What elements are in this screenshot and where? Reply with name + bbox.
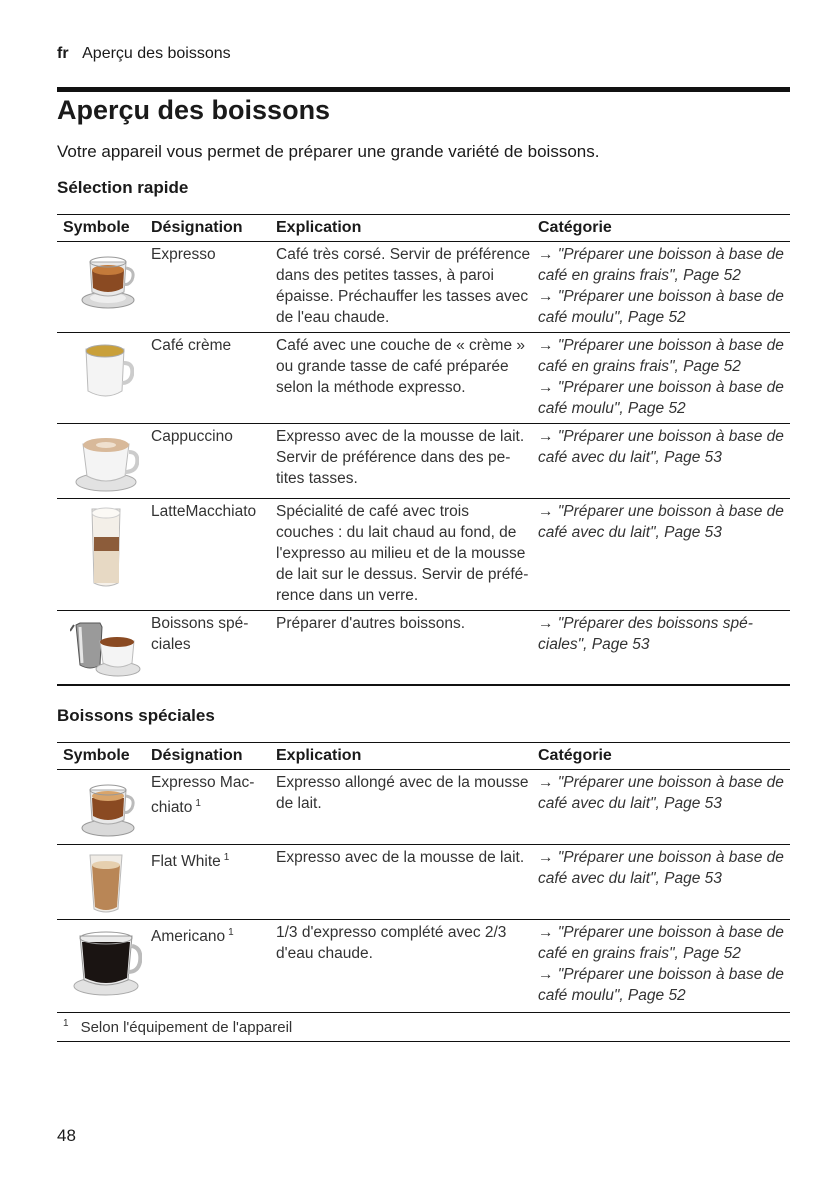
page-title: Aperçu des boissons bbox=[57, 95, 331, 125]
cross-reference-link[interactable]: → "Préparer une boisson à base de bbox=[538, 503, 784, 520]
quick-selection-table bbox=[57, 214, 790, 686]
categorie: → "Préparer une boisson à base de café avec du lait", Page 53 bbox=[538, 424, 790, 498]
language-code: fr bbox=[57, 45, 69, 62]
explication: 1/3 d'expresso complété avec 2/3 d'eau chaude. bbox=[276, 924, 507, 962]
flat-white-glass-icon bbox=[57, 845, 149, 919]
col-designation: Désignation bbox=[151, 747, 243, 764]
table-row bbox=[57, 611, 790, 686]
page-number: 48 bbox=[57, 1126, 76, 1145]
designation: Americano $^1$ bbox=[151, 927, 234, 946]
footnote bbox=[57, 1014, 790, 1042]
explication: Spécialité de café avec trois couches : du lait chaud au fond, de l'expresso au milieu et de la mousse de lait sur le dessus. Servir de préfé- rence dans un verre. bbox=[276, 503, 529, 604]
col-explication: Explication bbox=[276, 747, 362, 764]
special-drinks-table bbox=[57, 742, 790, 1013]
explication: Expresso avec de la mousse de lait. bbox=[276, 849, 525, 866]
footnote-marker: 1 bbox=[63, 1018, 69, 1029]
cross-reference-link[interactable]: → "Préparer une boisson à base de bbox=[538, 288, 784, 305]
footnote-marker: 1 bbox=[223, 852, 230, 863]
designation: Expresso Mac- chiato $^1$ bbox=[151, 774, 255, 817]
cappuccino-cup-icon bbox=[57, 424, 149, 498]
explication: Café très corsé. Servir de préférence dans des petites tasses, à paroi épaisse. Préchauffer les tasses avec de l'eau chaude. bbox=[276, 246, 531, 326]
categorie: → "Préparer une boisson à base de café avec du lait", Page 53 bbox=[538, 770, 790, 844]
cross-reference-link[interactable]: → "Préparer une boisson à base de bbox=[538, 774, 784, 791]
table-header bbox=[57, 742, 790, 770]
espresso-cup-icon bbox=[57, 242, 149, 332]
title-rule bbox=[57, 87, 790, 92]
table-header bbox=[57, 214, 790, 242]
cross-reference-link[interactable]: → "Préparer une boisson à base de bbox=[538, 966, 784, 983]
categorie: → "Préparer une boisson à base de café en grains frais", Page 52 → "Préparer une boisson à base de café moulu", Page 52 bbox=[538, 920, 790, 1012]
categorie: → "Préparer une boisson à base de café avec du lait", Page 53 bbox=[538, 499, 790, 610]
footnote-text: Selon l'équipement de l'appareil bbox=[80, 1019, 293, 1036]
categorie: → "Préparer une boisson à base de café en grains frais", Page 52 → "Préparer une boisson à base de café moulu", Page 52 bbox=[538, 242, 790, 332]
col-categorie: Catégorie bbox=[538, 747, 612, 764]
table-row bbox=[57, 845, 790, 920]
explication: Expresso allongé avec de la mousse de lait. bbox=[276, 774, 529, 812]
running-header bbox=[57, 45, 231, 63]
americano-cup-icon bbox=[57, 920, 149, 1012]
running-header-title: Aperçu des boissons bbox=[82, 45, 231, 62]
designation: Cappuccino bbox=[151, 428, 233, 445]
cross-reference-link[interactable]: → "Préparer une boisson à base de bbox=[538, 924, 784, 941]
cross-reference-link[interactable]: → "Préparer une boisson à base de bbox=[538, 246, 784, 263]
col-symbole: Symbole bbox=[63, 219, 130, 236]
designation: Expresso bbox=[151, 246, 216, 263]
cross-reference-link[interactable]: → "Préparer une boisson à base de bbox=[538, 379, 784, 396]
footnote-marker: 1 bbox=[228, 927, 234, 938]
espresso-macchiato-cup-icon bbox=[57, 770, 149, 844]
col-categorie: Catégorie bbox=[538, 219, 612, 236]
coffee-cream-cup-icon bbox=[57, 333, 149, 423]
table-row bbox=[57, 499, 790, 611]
cross-reference-link[interactable]: → "Préparer des boissons spé- bbox=[538, 615, 753, 632]
designation: Café crème bbox=[151, 337, 232, 354]
special-drinks-icon bbox=[57, 611, 149, 684]
explication: Café avec une couche de « crème » ou grande tasse de café préparée selon la méthode expresso. bbox=[276, 337, 526, 396]
table-row bbox=[57, 424, 790, 499]
cross-reference-link[interactable]: → "Préparer une boisson à base de bbox=[538, 428, 784, 445]
col-designation: Désignation bbox=[151, 219, 243, 236]
table-row bbox=[57, 242, 790, 333]
table-row bbox=[57, 770, 790, 845]
col-explication: Explication bbox=[276, 219, 362, 236]
categorie: → "Préparer une boisson à base de café en grains frais", Page 52 → "Préparer une boisson à base de café moulu", Page 52 bbox=[538, 333, 790, 423]
designation: LatteMacchiato bbox=[151, 503, 257, 520]
explication: Préparer d'autres boissons. bbox=[276, 615, 466, 632]
explication: Expresso avec de la mousse de lait. Servir de préférence dans des pe- tites tasses. bbox=[276, 428, 525, 487]
latte-macchiato-glass-icon bbox=[57, 499, 149, 610]
footnote-marker: 1 bbox=[195, 798, 201, 809]
intro-text: Votre appareil vous permet de préparer une grande variété de boissons. bbox=[57, 142, 600, 161]
table-row bbox=[57, 333, 790, 424]
section-title-special: Boissons spéciales bbox=[57, 706, 215, 725]
col-symbole: Symbole bbox=[63, 747, 130, 764]
table-row bbox=[57, 920, 790, 1013]
cross-reference-link[interactable]: → "Préparer une boisson à base de bbox=[538, 849, 784, 866]
cross-reference-link[interactable]: → "Préparer une boisson à base de bbox=[538, 337, 784, 354]
section-title-quick: Sélection rapide bbox=[57, 178, 189, 197]
categorie: → "Préparer des boissons spé- ciales", Page 53 bbox=[538, 611, 790, 684]
categorie: → "Préparer une boisson à base de café avec du lait", Page 53 bbox=[538, 845, 790, 919]
designation: Boissons spé- ciales bbox=[151, 615, 249, 653]
designation: Flat White $^1$ bbox=[151, 852, 230, 871]
